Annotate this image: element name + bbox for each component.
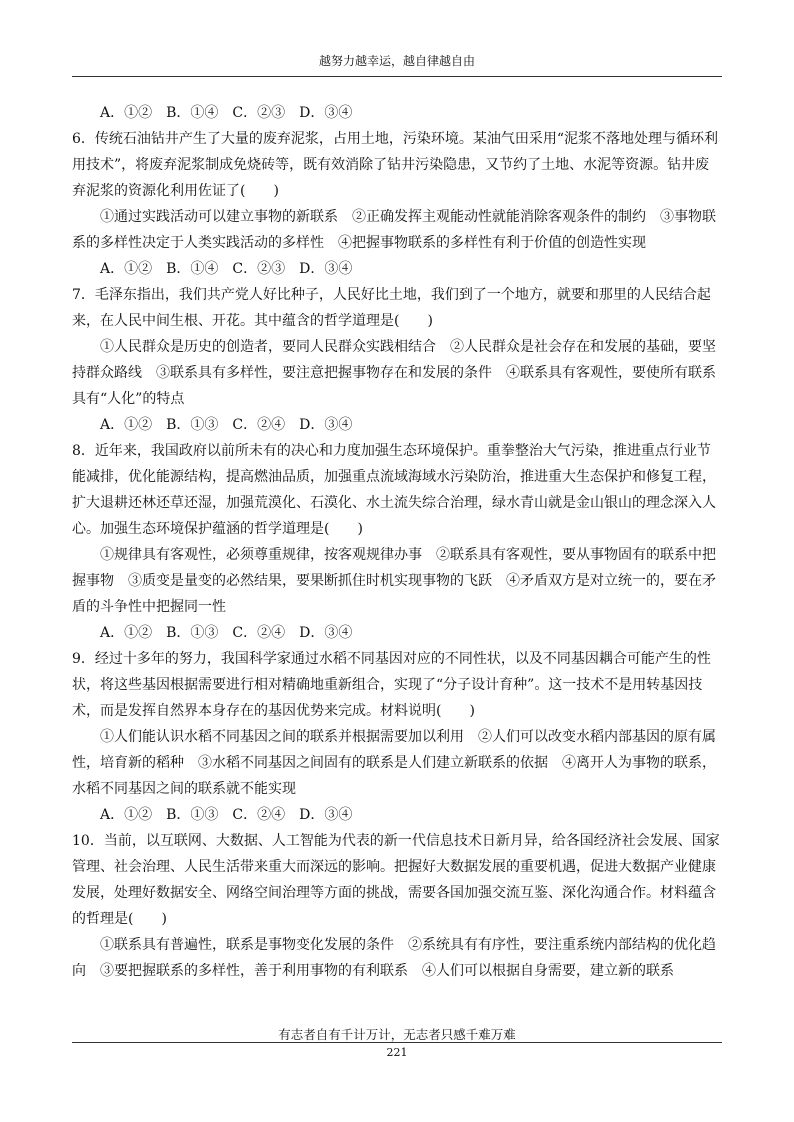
statements-8: ①规律具有客观性，必须尊重规律，按客观规律办事 ②联系具有客观性，要从事物固有的联系中把握事物 ③质变是量变的必然结果，要果断抓住时机实现事物的飞跃 ④矛盾双方是对立统一的，要在矛盾的斗争性中把握同一性 — [72, 547, 716, 615]
question-7: 7．毛泽东指出，我们共产党人好比种子，人民好比土地，我们到了一个地方，就要和那里的人民结合起来，在人民中间生根、开花。其中蕴含的哲学道理是( ) — [72, 287, 711, 329]
question-8: 8．近年来，我国政府以前所未有的决心和力度加强生态环境保护。重拳整治大气污染，推进重点行业节能减排，优化能源结构，提高燃油品质，加强重点流域海域水污染防治，推进重大生态保护和修复工程，扩大退耕还林还草还湿，加强荒漠化、石漠化、水土流失综合治理，绿水青山就是金山银山的理念深入人心。加强生态环境保护蕴涵的哲学道理是( ) — [72, 443, 716, 537]
page-header: 越努力越幸运，越自律越自由 — [72, 52, 722, 77]
answer-options-7: A．①② B．①③ C．②④ D．③④ — [100, 417, 353, 433]
question-10: 10．当前，以互联网、大数据、人工智能为代表的新一代信息技术日新月异，给各国经济社会发展、国家管理、社会治理、人民生活带来重大而深远的影响。把握好大数据发展的重要机遇，促进大数据产业健康发展，处理好数据安全、网络空间治理等方面的挑战，需要各国加强交流互鉴、深化沟通合作。材料蕴含的哲理是( ) — [72, 833, 720, 927]
answer-options: A．①② B．①④ C．②③ D．③④ — [100, 105, 353, 121]
answer-options-8: A．①② B．①③ C．②④ D．③④ — [100, 625, 353, 641]
answer-options-6: A．①② B．①④ C．②③ D．③④ — [100, 261, 353, 277]
footer-divider — [72, 1042, 722, 1043]
page-number: 221 — [386, 1046, 408, 1059]
page-footer: 有志者自有千计万计，无志者只感千难万难 — [278, 1027, 516, 1042]
question-9: 9．经过十多年的努力，我国科学家通过水稻不同基因对应的不同性状，以及不同基因耦合可能产生的性状，将这些基因根据需要进行相对精确地重新组合，实现了“分子设计育种”。这一技术不是用转基因技术，而是发挥自然界本身存在的基因优势来完成。材料说明( ) — [72, 651, 711, 719]
statements-10: ①联系具有普遍性，联系是事物变化发展的条件 ②系统具有有序性，要注重系统内部结构的优化趋向 ③要把握联系的多样性，善于利用事物的有利联系 ④人们可以根据自身需要，建立新的联系 — [72, 937, 716, 979]
question-6: 6．传统石油钻井产生了大量的废弃泥浆，占用土地，污染环境。某油气田采用“泥浆不落地处理与循环利用技术”，将废弃泥浆制成免烧砖等，既有效消除了钻井污染隐患，又节约了土地、水泥等资源。钻井废弃泥浆的资源化利用佐证了( ) — [72, 131, 719, 199]
answer-options-9: A．①② B．①③ C．②④ D．③④ — [100, 807, 353, 823]
question-content — [72, 100, 722, 984]
statements-9: ①人们能认识水稻不同基因之间的联系并根据需要加以利用 ②人们可以改变水稻内部基因的原有属性，培育新的稻种 ③水稻不同基因之间固有的联系是人们建立新联系的依据 ④离开人为事物的联系，水稻不同基因之间的联系就不能实现 — [72, 729, 716, 797]
statements-6: ①通过实践活动可以建立事物的新联系 ②正确发挥主观能动性就能消除客观条件的制约 ③事物联系的多样性决定于人类实践活动的多样性 ④把握事物联系的多样性有利于价值的创造性实现 — [72, 209, 716, 251]
statements-7: ①人民群众是历史的创造者，要同人民群众实践相结合 ②人民群众是社会存在和发展的基础，要坚持群众路线 ③联系具有多样性，要注意把握事物存在和发展的条件 ④联系具有客观性，要使所有联系具有“人化”的特点 — [72, 339, 716, 407]
